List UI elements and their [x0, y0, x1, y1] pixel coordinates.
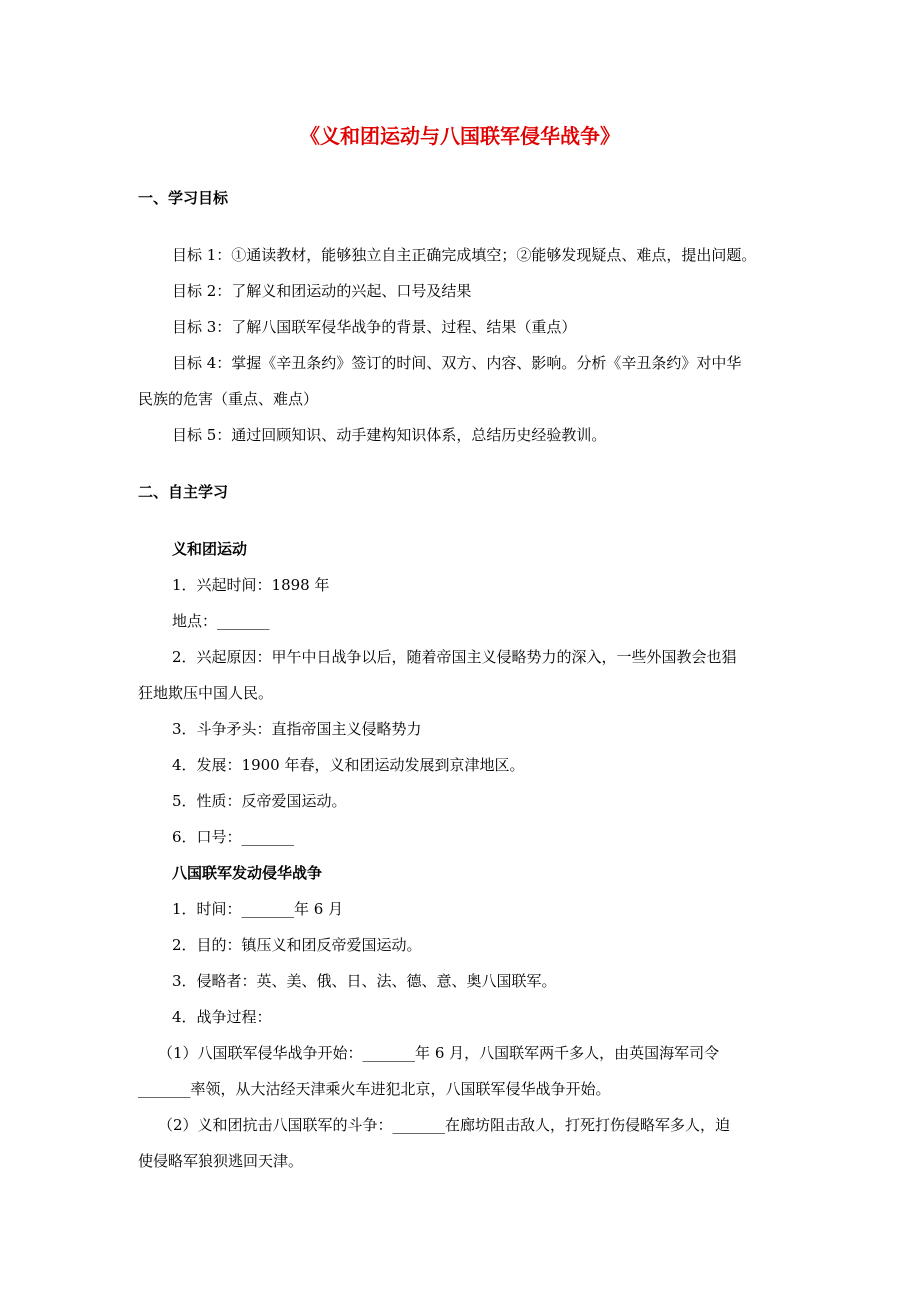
goal-3: 目标 3：了解八国联军侵华战争的背景、过程、结果（重点） [172, 318, 577, 336]
list-item: 1．兴起时间：1898 年 [172, 576, 330, 594]
section-heading-goals: 一、学习目标 [138, 189, 229, 207]
goal-4: 目标 4：掌握《辛丑条约》签订的时间、双方、内容、影响。分析《辛丑条约》对中华 [172, 354, 742, 372]
subheading-boxer-movement: 义和团运动 [172, 540, 248, 558]
list-item: 5．性质：反帝爱国运动。 [172, 792, 347, 810]
list-item: 3．斗争矛头：直指帝国主义侵略势力 [172, 720, 422, 738]
list-item: 4．发展：1900 年春，义和团运动发展到京津地区。 [172, 756, 525, 774]
list-item: （2）义和团抗击八国联军的斗争：_______在廊坊阻击敌人，打死打伤侵略军多人，迫 [158, 1116, 731, 1134]
list-item: 2．目的：镇压义和团反帝爱国运动。 [172, 936, 422, 954]
goal-2: 目标 2：了解义和团运动的兴起、口号及结果 [172, 282, 472, 300]
goal-1: 目标 1：①通读教材，能够独立自主正确完成填空；②能够发现疑点、难点，提出问题。 [172, 246, 757, 264]
document-title: 《义和团运动与八国联军侵华战争》 [300, 124, 620, 148]
list-item: 6．口号：_______ [172, 828, 295, 846]
goal-4-cont: 民族的危害（重点、难点） [138, 390, 319, 408]
list-item-cont: 使侵略军狼狈逃回天津。 [138, 1152, 304, 1170]
list-item: 1．时间：_______年 6 月 [172, 900, 344, 918]
goal-5: 目标 5：通过回顾知识、动手建构知识体系，总结历史经验教训。 [172, 426, 607, 444]
list-item: 4．战争过程： [172, 1008, 272, 1026]
list-item: 地点：_______ [172, 612, 270, 630]
list-item: 2．兴起原因：甲午中日战争以后，随着帝国主义侵略势力的深入，一些外国教会也猖 [172, 648, 737, 666]
section-heading-self-study: 二、自主学习 [138, 483, 229, 501]
list-item: 3．侵略者：英、美、俄、日、法、德、意、奥八国联军。 [172, 972, 557, 990]
subheading-eight-nation-alliance: 八国联军发动侵华战争 [172, 864, 323, 882]
document-body [138, 184, 784, 1183]
list-item-cont: _______率领，从大沽经天津乘火车进犯北京，八国联军侵华战争开始。 [138, 1080, 611, 1098]
list-item: （1）八国联军侵华战争开始：_______年 6 月，八国联军两千多人，由英国海军司令 [158, 1044, 720, 1062]
list-item-cont: 狂地欺压中国人民。 [138, 684, 274, 702]
